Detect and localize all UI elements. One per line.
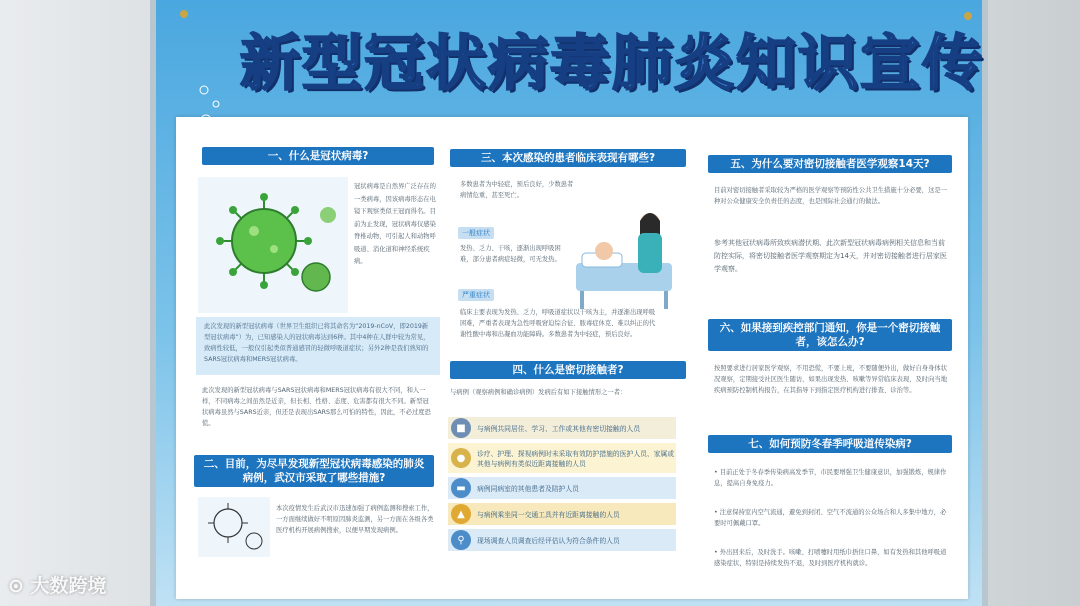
virus-sketch-icon: [198, 497, 270, 557]
poster-board: [176, 117, 968, 599]
column-left: [184, 117, 440, 599]
pin-icon: [180, 10, 188, 18]
section-6-paragraph: 按照要求进行居家医学观察，不用恐慌，不要上班，不要随便外出，做好自身身体状况观察，定期接受社区医生随访，如果出现发热、咳嗽等异常临床表现，及时向当地疾病预防控制机构报告，在其指导下到指定医疗机构进行排查、诊治等。: [714, 365, 947, 394]
poster-title: 新型冠状病毒肺炎知识宣传: [240, 29, 984, 99]
section-2-paragraph: 本次疫情发生后武汉市迅速加强了病例监测和搜索工作，一方面继续做好不明原因肺炎监测，另一方面在各级各类医疗机构开展病例搜索，以便早期发现病例。: [276, 505, 434, 534]
column-right: [700, 117, 962, 599]
section-1-paragraph: 此次发现的新型冠状病毒与SARS冠状病毒和MERS冠状病毒有很大不同，和人一样，不同病毒之间虽然是近亲，但长相、性格、态度、危害都有很大不同。新型冠状病毒虽然与SARS近亲，但还是表现出SARS那么可怕的特性，因此，不必过度恐慌。: [202, 387, 431, 427]
contact-item-text: 诊疗、护理、探视病例时未采取有效防护措施的医护人员、家属或其他与病例有类似近距离接触的人员: [477, 450, 675, 468]
section-3-intro: 多数患者为中轻症，预后良好，少数患者病情危重，甚至死亡。: [460, 181, 574, 199]
contact-item: [448, 443, 676, 473]
column-middle: [446, 117, 690, 599]
section-3-tag-severe: 严重症状: [458, 289, 494, 301]
section-7-header: 七、如何预防冬春季呼吸道传染病?: [708, 435, 952, 453]
contact-item: [448, 417, 676, 439]
coronavirus-icon: [198, 177, 348, 313]
section-1-header: 一、什么是冠状病毒?: [202, 147, 434, 165]
prevention-item: • 目前正处于冬春季传染病高发季节，市民要增强卫生健康意识，加强锻炼，规律作息，提高自身免疫力。: [714, 469, 947, 487]
section-4-header: 四、什么是密切接触者?: [450, 361, 686, 379]
section-1-note: 此次发现的新型冠状病毒（世界卫生组织已将其命名为“2019-nCoV，即2019新型冠状病毒”）为，已知感染人的冠状病毒达到6种。其中4种在人群中较为常见，致病性较低，一般仅引起类似普通感冒的轻微呼吸道症状；另外2种是我们熟知的SARS冠状病毒和MERS冠状病毒。: [196, 317, 440, 375]
watermark-text: 大数跨境: [30, 575, 107, 597]
contact-item-text: 与病例共同居住、学习、工作或其他有密切接触的人员: [477, 425, 641, 433]
section-3-severe-text: 临床主要表现为发热、乏力，呼吸道症状以干咳为主，并逐渐出现呼吸困难，严重者表现为急性呼吸窘迫综合征、脓毒症休克、难以纠正的代谢性酸中毒和出凝血功能障碍。多数患者为中轻症，预后良好。: [460, 309, 656, 338]
contact-item: [448, 503, 676, 525]
watermark-logo-icon: ⊙: [8, 575, 24, 597]
contact-item-text: 病例同病室的其他患者及陪护人员: [477, 485, 579, 493]
bed-icon: ▬: [451, 478, 471, 498]
contact-item: [448, 529, 676, 551]
nurse-patient-illustration: [576, 201, 686, 313]
section-1-side-text: 冠状病毒是自然界广泛存在的一类病毒，因该病毒形态在电镜下观察类似王冠而得名。目前为止发现，冠状病毒仅感染脊椎动物，可引起人和动物呼吸道、消化道和神经系统疾病。: [354, 183, 436, 265]
section-5-paragraph-1: 目前对密切接触者采取较为严格的医学观察等预防性公共卫生措施十分必要，这是一种对公众健康安全负责任的态度，也是国际社会通行的做法。: [714, 187, 947, 205]
prevention-item: • 外出回来后，及时洗手。咳嗽、打喷嚏时用纸巾捂住口鼻，如有发热和其他呼吸道感染症状，特别是持续发热不退，及时到医疗机构就诊。: [714, 549, 947, 567]
vehicle-icon: ▲: [451, 504, 471, 524]
section-4-intro: 与病例（观察病例和确诊病例）发病后有如下接触情形之一者：: [450, 389, 627, 396]
pin-icon: [964, 12, 972, 20]
section-3-header: 三、本次感染的患者临床表现有哪些?: [450, 149, 686, 167]
virus-illustration: [198, 177, 348, 313]
section-6-header: 六、如果接到疾控部门通知，你是一个密切接触者，该怎么办?: [708, 319, 952, 351]
section-5-header: 五、为什么要对密切接触者医学观察14天?: [708, 155, 952, 173]
contact-item-text: 现场调查人员调查后经评估认为符合条件的人员: [477, 537, 620, 545]
prevention-item: • 注意保持室内空气流通，避免到封闭、空气不流通的公众场合和人多集中地方，必要时可佩戴口罩。: [714, 509, 947, 527]
section-3-general-text: 发热、乏力、干咳，逐渐出现呼吸困难，部分患者病症轻微，可无发热。: [460, 245, 561, 263]
contact-item-text: 与病例乘坐同一交通工具并有近距离接触的人员: [477, 511, 620, 519]
section-5-paragraph-2: 参考其他冠状病毒所致疾病潜伏期、此次新型冠状病毒病例相关信息和当前防控实际，将密切接触者医学观察期定为14天，并对密切接触者进行居家医学观察。: [714, 239, 947, 273]
doctor-icon: ●: [451, 448, 471, 468]
search-icon: ⚲: [451, 530, 471, 550]
section-2-header: 二、目前，为尽早发现新型冠状病毒感染的肺炎病例，武汉市采取了哪些措施?: [194, 455, 434, 487]
watermark: [8, 571, 107, 598]
section-3-tag-general: 一般症状: [458, 227, 494, 239]
bus-icon: ■: [451, 418, 471, 438]
contact-item: [448, 477, 676, 499]
